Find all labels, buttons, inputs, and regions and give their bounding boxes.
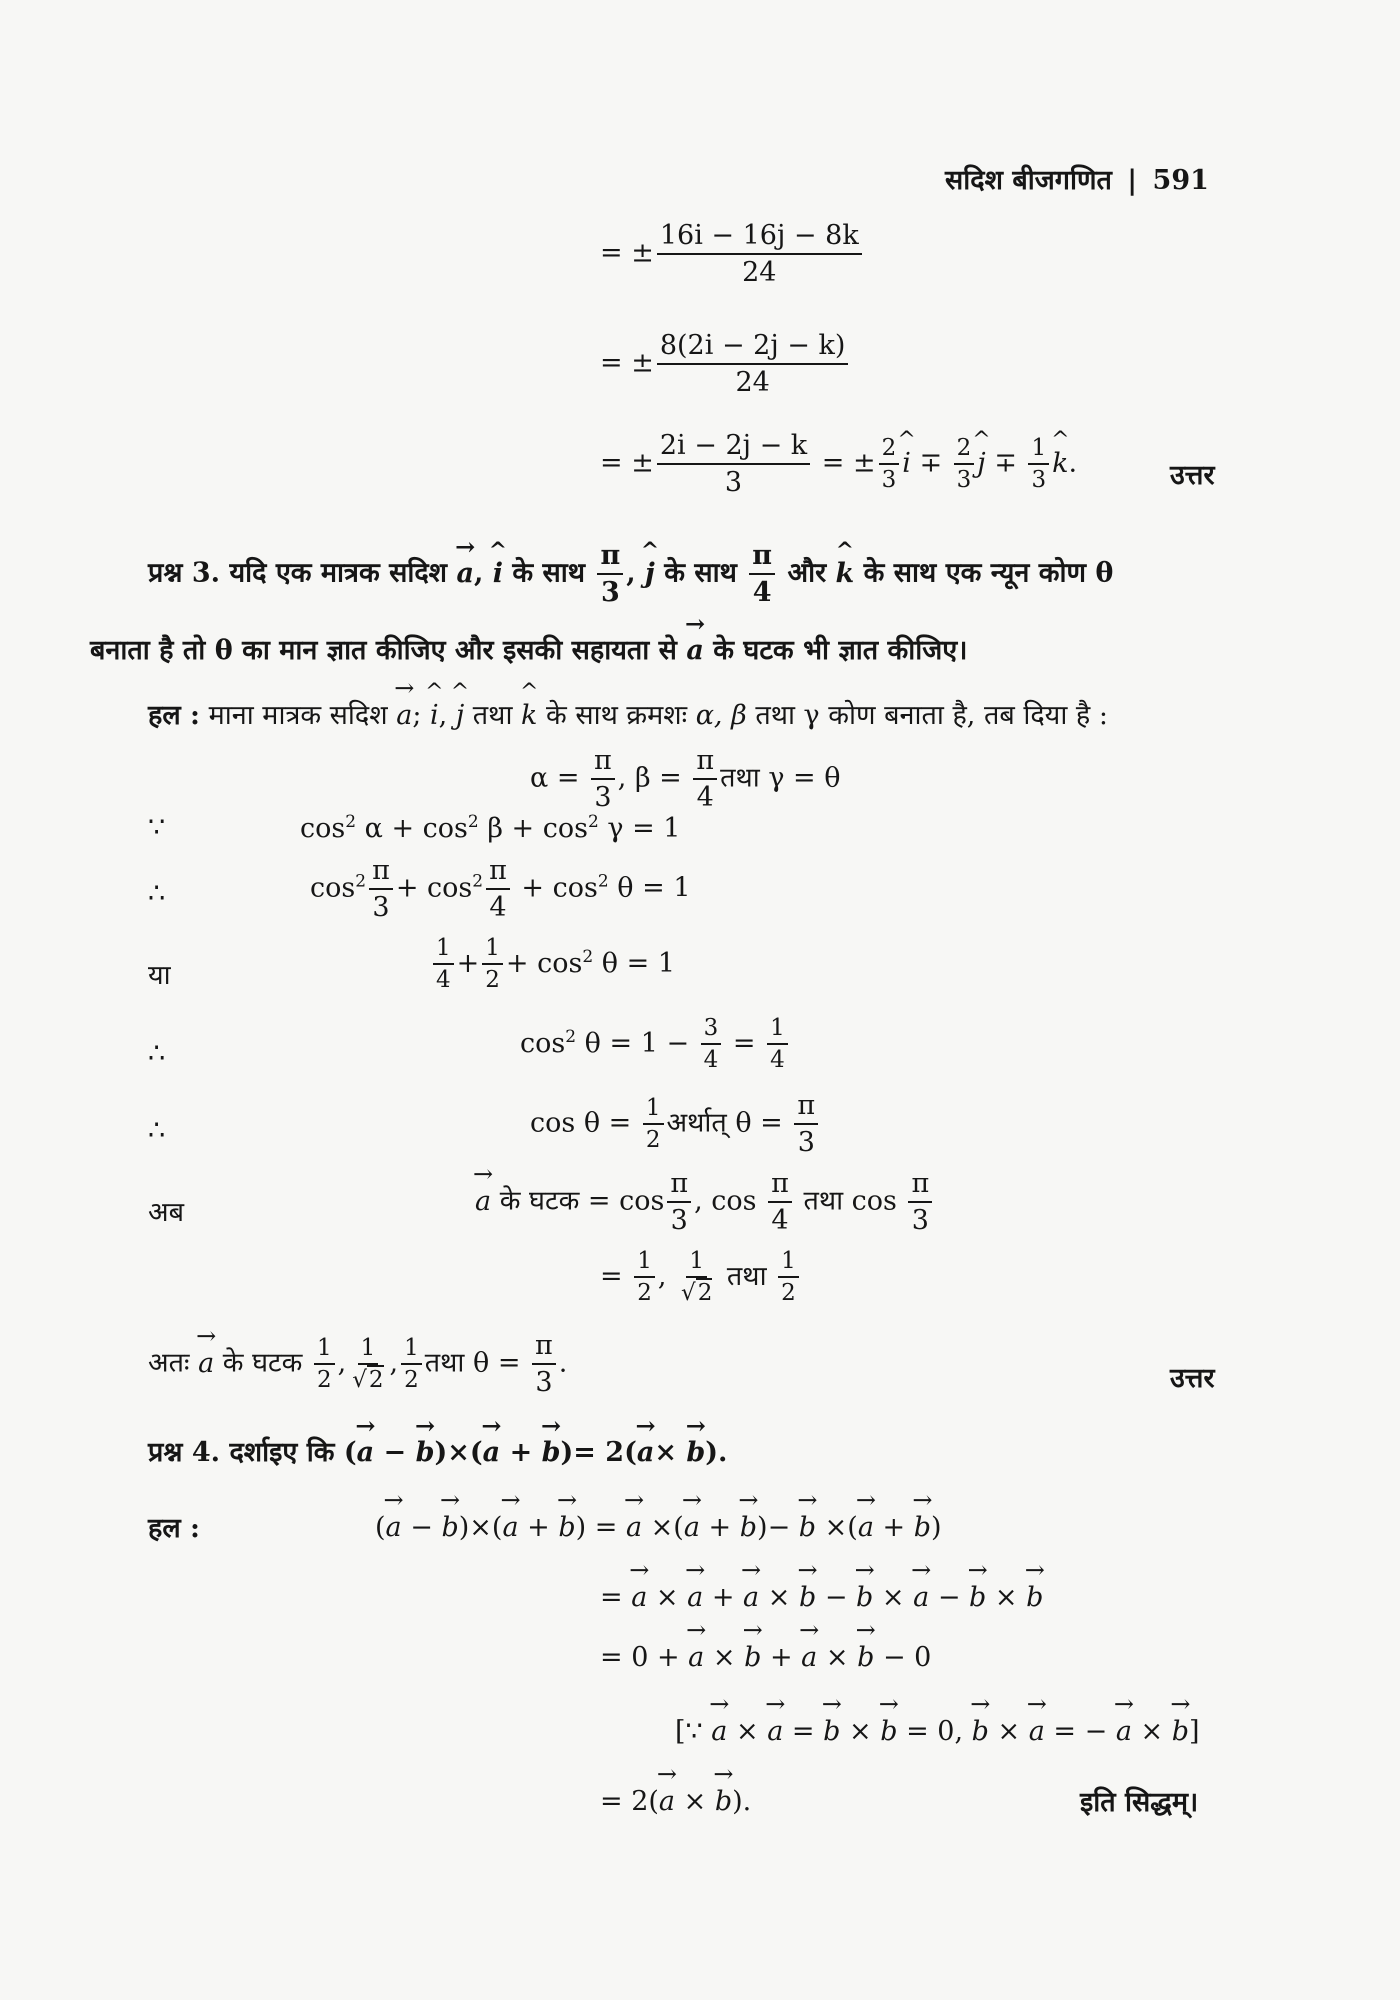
question-4-label: प्रश्न 4.: [148, 1437, 221, 1468]
therefore-symbol-2: ∴: [148, 1038, 166, 1069]
eq-component-values: = $\frac{1}{2}$ , $\frac{1}{√2}$ तथा $\frac{1}{2}$: [600, 1248, 802, 1307]
eq-components: → a के घटक = cos $\frac{\pi}{3}$ , cos $\frac{\pi}{4}$ तथा cos $\frac{\pi}{3}$: [475, 1168, 935, 1236]
solution-label: हल :: [148, 700, 201, 731]
answer-label-2: उत्तर: [1170, 1363, 1215, 1394]
now-label: अब: [148, 1197, 185, 1228]
frac-num: 2i − 2j − k: [657, 430, 810, 465]
given-angles: α = $\frac{\pi}{3}$ , β = $\frac{\pi}{4}$ तथा γ = θ: [530, 745, 841, 814]
therefore-symbol-1: ∴: [148, 878, 166, 909]
q4-eq-3: = 0 + → a × → b + → a × → b − 0: [600, 1638, 931, 1673]
frac-den: 3: [724, 467, 743, 499]
answer-label-1: उत्तर: [1170, 460, 1215, 491]
question-3-line-1: प्रश्न 3. यदि एक मात्रक सदिश → a, ^ i के साथ $\frac{\pi}{3}$ , ^ j के साथ $\frac{\pi}{4}$ और ^ k के साथ एक न्यून कोण θ: [148, 540, 1113, 608]
q4-eq-4: = 2(→ a × → b).: [600, 1782, 751, 1817]
therefore-symbol-3: ∴: [148, 1115, 166, 1146]
eq-substituted: $\cos^2$ $\frac{\pi}{3}$ + $\cos^2$ $\frac{\pi}{4}$ + $\cos^2 \theta = 1$: [310, 855, 691, 924]
question-3-label: प्रश्न 3.: [148, 557, 221, 589]
q4-reason: [∵ → a × → a = → b × → b = 0, → b × → a = − → a × → b]: [675, 1712, 1200, 1747]
conclusion-3: अतः → a के घटक $\frac{1}{2}$ , $\frac{1}{√2}$ , $\frac{1}{2}$ तथा θ = $\frac{\pi}{3}$ .: [148, 1330, 567, 1398]
because-symbol: ∵: [148, 812, 166, 843]
header-separator: |: [1127, 165, 1138, 196]
eq-cos-theta: cos θ = $\frac{1}{2}$ अर्थात् θ = $\frac{\pi}{3}$: [530, 1090, 821, 1158]
frac-num: 16i − 16j − 8k: [657, 220, 862, 255]
eq-direction-cosines: $\cos^2 \alpha + \cos^2 \beta + \cos^2 \gamma = 1$: [300, 812, 681, 844]
q4-eq-2: = → a × → a + → a × → b − → b × → a − → b × → b: [600, 1578, 1043, 1613]
frac-num: 8(2i − 2j − k): [657, 330, 849, 365]
or-label: या: [148, 960, 171, 991]
eq-values: $\frac{1}{4}$ + $\frac{1}{2}$ + $\cos^2 \theta = 1$: [430, 935, 675, 994]
solution-4-label: हल :: [148, 1513, 201, 1544]
frac-den: 24: [735, 367, 770, 399]
page-header: [945, 160, 1209, 197]
page-number: 591: [1152, 165, 1209, 196]
eq-line-2: = ± $\frac{8(2i - 2j - k)}{24}$: [600, 330, 851, 398]
chapter-title: सदिश बीजगणित: [945, 165, 1112, 196]
eq-line-1: = ± $\frac{16i - 16j - 8k}{24}$: [600, 220, 865, 288]
proved-label: इति सिद्धम्।: [1080, 1787, 1199, 1818]
question-3-line-2: बनाता है तो θ का मान ज्ञात कीजिए और इसकी सहायता से → a के घटक भी ज्ञात कीजिए।: [90, 630, 967, 667]
solution-3-intro: हल : माना मात्रक सदिश → a; ^ i, ^ j तथा ^ k के साथ क्रमशः α, β तथा γ कोण बनाता है, तब दिया है :: [148, 695, 1108, 732]
eq-line-3: = ± $\frac{2i - 2j - k}{3}$ = ± $\frac{2}{3}$ ^ i ∓ $\frac{2}{3}$ ^ j ∓ $\frac{1}{3}$ ^ k.: [600, 430, 1077, 498]
eq-cos-squared-theta: $\cos^2 \theta = 1$ − $\frac{3}{4}$ = $\frac{1}{4}$: [520, 1015, 791, 1074]
question-4: प्रश्न 4. दर्शाइए कि (→ a − → b)×(→ a + → b)= 2(→ a× → b).: [148, 1432, 727, 1469]
q4-eq-1: (→ a − → b)×(→ a + → b) = → a ×(→ a + → b)− → b ×(→ a + → b): [375, 1508, 942, 1543]
frac-den: 24: [742, 257, 777, 289]
